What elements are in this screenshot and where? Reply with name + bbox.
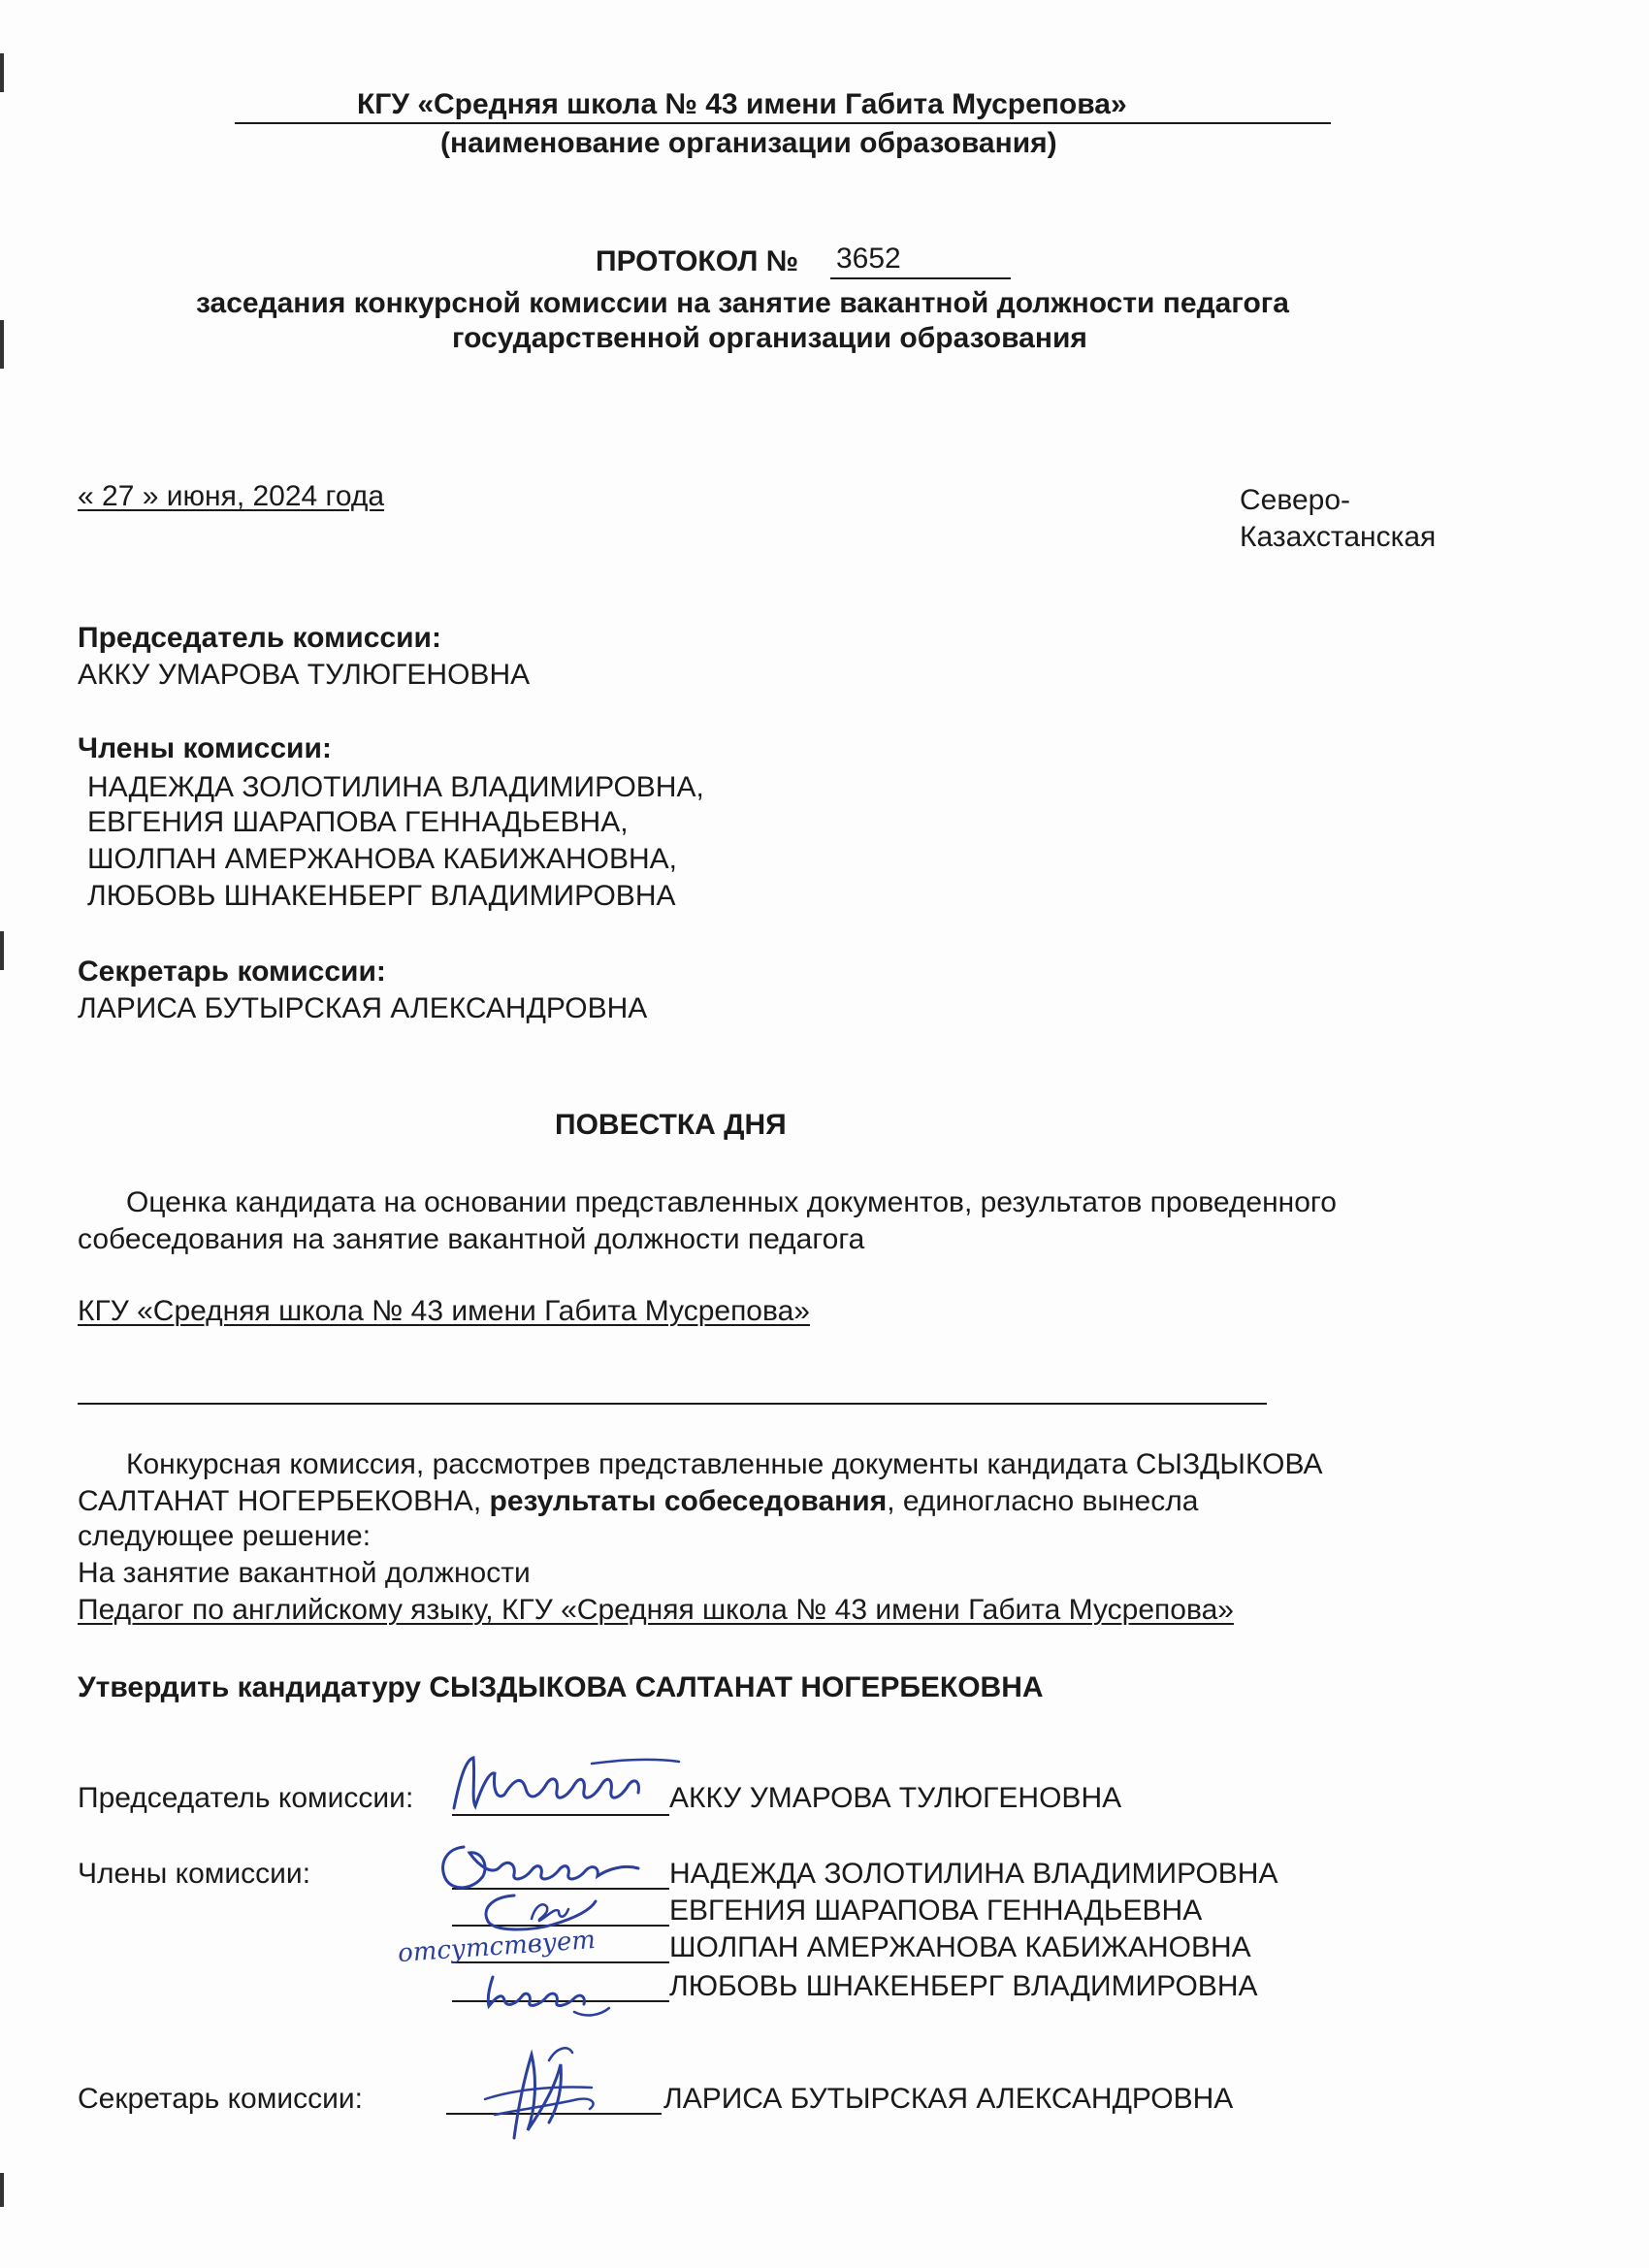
agenda-blank-line xyxy=(78,1403,1267,1405)
member1-signature xyxy=(435,1837,667,1895)
org-name: КГУ «Средняя школа № 43 имени Габита Мусрепова» xyxy=(357,88,1127,120)
absent-note: отсутствует xyxy=(397,1925,597,1969)
org-name-underline xyxy=(235,122,1331,124)
protocol-number: 3652 xyxy=(836,243,901,275)
chair-name: АККУ УМАРОВА ТУЛЮГЕНОВНА xyxy=(78,659,531,691)
member-name: ЕВГЕНИЯ ШАРАПОВА ГЕННАДЬЕВНА, xyxy=(87,806,629,838)
protocol-title: ПРОТОКОЛ № xyxy=(596,245,799,277)
approve-candidate: Утвердить кандидатуру СЫЗДЫКОВА САЛТАНАТ НОГЕРБЕКОВНА xyxy=(78,1671,1044,1703)
decision-line1: Конкурсная комиссия, рассмотрев представленные документы кандидата СЫЗДЫКОВА xyxy=(126,1448,1323,1480)
sign-member-name: ЕВГЕНИЯ ШАРАПОВА ГЕННАДЬЕВНА xyxy=(669,1895,1203,1927)
member-name: ШОЛПАН АМЕРЖАНОВА КАБИЖАНОВНА, xyxy=(87,843,677,875)
chair-signature xyxy=(446,1750,698,1818)
sign-member-name: ЛЮБОВЬ ШНАКЕНБЕРГ ВЛАДИМИРОВНА xyxy=(669,1970,1258,2002)
interview-results: результаты собеседования xyxy=(489,1485,888,1517)
decision-line3: следующее решение: xyxy=(78,1520,372,1552)
decision-line2 xyxy=(78,1484,1198,1519)
vacant-position: Педагог по английскому языку, КГУ «Средняя школа № 43 имени Габита Мусрепова» xyxy=(78,1594,1234,1626)
member4-signature xyxy=(464,1969,629,2024)
members-label: Члены комиссии: xyxy=(78,732,332,764)
candidate-name-part: САЛТАНАТ НОГЕРБЕКОВНА, xyxy=(78,1485,482,1517)
secretary-signature xyxy=(456,2041,621,2148)
scan-edge-mark xyxy=(0,2173,4,2207)
member-name: НАДЕЖДА ЗОЛОТИЛИНА ВЛАДИМИРОВНА, xyxy=(87,771,704,803)
decision-unanimous: , единогласно вынесла xyxy=(887,1485,1199,1517)
org-caption: (наименование организации образования) xyxy=(440,127,1057,159)
decision-line4: На занятие вакантной должности xyxy=(78,1557,531,1589)
member-name: ЛЮБОВЬ ШНАКЕНБЕРГ ВЛАДИМИРОВНА xyxy=(87,880,676,912)
secretary-label: Секретарь комиссии: xyxy=(78,956,386,988)
protocol-subtitle-line2: государственной организации образования xyxy=(452,322,1087,354)
sign-chair-label: Председатель комиссии: xyxy=(78,1782,414,1814)
region-line1: Северо- xyxy=(1240,484,1350,516)
scan-edge-mark xyxy=(0,320,4,369)
agenda-text-line1: Оценка кандидата на основании представленных документов, результатов проведенного xyxy=(126,1186,1337,1218)
protocol-number-underline xyxy=(830,277,1011,279)
protocol-date: « 27 » июня, 2024 года xyxy=(78,480,385,512)
chair-label: Председатель комиссии: xyxy=(78,622,441,654)
sign-secretary-name: ЛАРИСА БУТЫРСКАЯ АЛЕКСАНДРОВНА xyxy=(663,2083,1234,2115)
protocol-subtitle-line1: заседания конкурсной комиссии на занятие вакантной должности педагога xyxy=(196,287,1289,319)
agenda-title: ПОВЕСТКА ДНЯ xyxy=(555,1109,787,1141)
scan-edge-mark xyxy=(0,931,4,970)
scan-edge-mark xyxy=(0,53,4,92)
region-line2: Казахстанская xyxy=(1240,521,1437,553)
sign-member-name: ШОЛПАН АМЕРЖАНОВА КАБИЖАНОВНА xyxy=(669,1931,1251,1963)
sign-member-name: НАДЕЖДА ЗОЛОТИЛИНА ВЛАДИМИРОВНА xyxy=(669,1858,1278,1890)
sign-members-label: Члены комиссии: xyxy=(78,1858,311,1890)
sign-chair-name: АККУ УМАРОВА ТУЛЮГЕНОВНА xyxy=(669,1782,1122,1814)
agenda-org: КГУ «Средняя школа № 43 имени Габита Мусрепова» xyxy=(78,1295,810,1327)
agenda-text-line2: собеседования на занятие вакантной должности педагога xyxy=(78,1223,865,1255)
sign-secretary-label: Секретарь комиссии: xyxy=(78,2083,363,2115)
secretary-name: ЛАРИСА БУТЫРСКАЯ АЛЕКСАНДРОВНА xyxy=(78,992,648,1024)
